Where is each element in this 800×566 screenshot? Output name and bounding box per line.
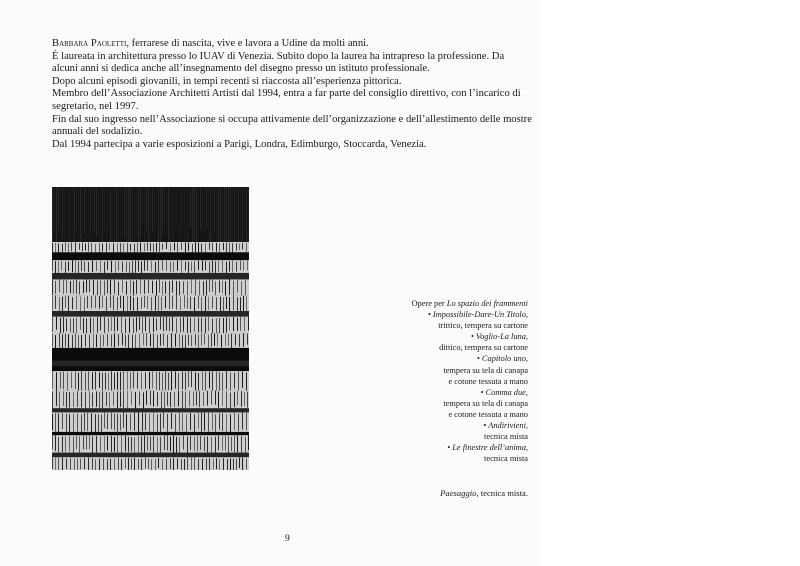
caption-heading-title: Lo spazio dei frammenti (446, 299, 528, 308)
artist-name: Barbara Paoletti (52, 38, 127, 49)
page-number: 9 (285, 534, 290, 544)
bio-line: Fin dal suo ingresso nell’Associazione si occupa attivamente dell’organizzazione e dell’allestimento delle mostre annuali del sodalizio. (52, 113, 532, 138)
artwork-photo (52, 187, 249, 470)
work-description: tecnica mista (484, 432, 528, 442)
bio-intro-rest: , ferrarese di nascita, vive e lavora a Udine da molti anni. (126, 38, 369, 49)
bio-line: Dopo alcuni episodi giovanili, in tempi recenti si riaccosta all’esperienza pittorica. (52, 75, 402, 87)
caption-heading (308, 298, 528, 309)
work-description: e cotone tessuta a mano (448, 376, 528, 386)
work-description: tempera su tela di canapa (443, 398, 528, 408)
paesaggio-caption (440, 488, 528, 498)
work-description: trittico, tempera su cartone (438, 321, 528, 331)
work-description: tecnica mista (484, 454, 528, 464)
work-description: dittico, tempera su cartone (439, 343, 528, 353)
work-description: e cotone tessuta a mano (448, 409, 528, 419)
bio-line: Dal 1994 partecipa a varie esposizioni a Parigi, Londra, Edimburgo, Stoccarda, Venezia. (52, 138, 427, 150)
works-caption (308, 298, 528, 464)
work-title: • Andirivieni, (483, 421, 528, 431)
paesaggio-description: , tecnica mista. (476, 488, 528, 498)
work-title: • Comma due, (480, 387, 528, 397)
bio-intro (52, 38, 532, 51)
bio-line: Membro dell’Associazione Architetti Artisti dal 1994, entra a far parte del consiglio direttivo, con l’incarico di segretario, nel 1997. (52, 88, 521, 112)
work-title: • Impossibile-Dare-Un Titolo, (427, 310, 528, 320)
bio-line: È laureata in architettura presso lo IUAV di Venezia. Subito dopo la laurea ha intrapreso la professione. Da alcuni anni si dedica anche all’insegnamento del disegno presso un istituto professionale. (52, 50, 505, 75)
work-title: • Le finestre dell’anima, (447, 443, 528, 453)
work-title: • Capitolo uno, (476, 354, 528, 364)
artist-biography (52, 38, 532, 151)
paesaggio-title: Paesaggio (440, 488, 477, 498)
work-description: tempera su tela di canapa (443, 365, 528, 375)
artwork-image (52, 187, 249, 470)
caption-heading-prefix: Opere per (411, 299, 447, 308)
work-title: • Voglio-La luna, (470, 332, 528, 342)
